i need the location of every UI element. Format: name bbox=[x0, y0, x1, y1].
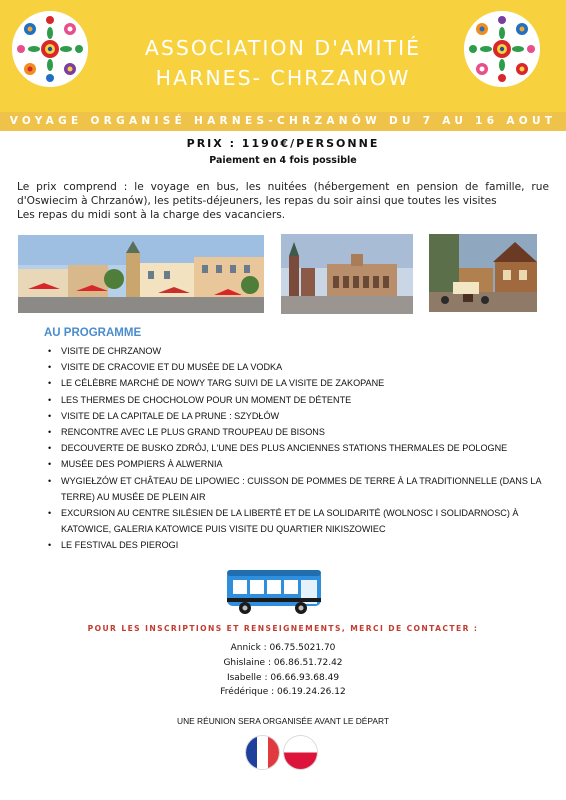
contact-title: POUR LES INSCRIPTIONS ET RENSEIGNEMENTS, MERCI DE CONTACTER : bbox=[87, 624, 479, 633]
program-item: • VISITE DE LA CAPITALE DE LA PRUNE : SZYDŁÓW bbox=[44, 408, 556, 424]
association-title-line2: HARNES- CHRZANOW bbox=[155, 66, 411, 90]
contact-ghislaine: Ghislaine : 06.86.51.72.42 bbox=[223, 658, 343, 668]
intro-paragraph-2: Les repas du midi sont à la charge des vacanciers. bbox=[17, 209, 286, 221]
program-title: AU PROGRAMME bbox=[44, 327, 142, 339]
folk-flower-ornament-left bbox=[12, 11, 88, 87]
trip-banner-text: VOYAGE ORGANISÉ HARNES-CHRZANÓW DU 7 AU 16 AOUT bbox=[9, 115, 557, 127]
price-label: PRIX : 1190€/PERSONNE bbox=[186, 137, 380, 150]
program-item: • LES THERMES DE CHOCHOLOW POUR UN MOMENT DE DÉTENTE bbox=[44, 392, 556, 408]
program-item: • LE FESTIVAL DES PIEROGI bbox=[44, 537, 556, 553]
contact-isabelle: Isabelle : 06.66.93.68.49 bbox=[226, 673, 340, 683]
meeting-note: UNE RÉUNION SERA ORGANISÉE AVANT LE DÉPART bbox=[177, 716, 389, 726]
program-list bbox=[44, 343, 556, 554]
zakopane-street-photo bbox=[429, 234, 537, 312]
contact-frederique: Frédérique : 06.19.24.26.12 bbox=[220, 687, 346, 697]
intro-paragraph-1: Le prix comprend : le voyage en bus, les nuitées (hébergement en pension de famille, rue d'Oswiecim à Chrzanów), les petits-déjeuners, les repas du soir ainsi que toutes les visites bbox=[17, 181, 549, 207]
association-title-line1: ASSOCIATION D'AMITIÉ bbox=[144, 36, 422, 60]
program-item: • MUSÉE DES POMPIERS À ALWERNIA bbox=[44, 456, 556, 472]
program-item: • VISITE DE CHRZANOW bbox=[44, 343, 556, 359]
program-item: • WYGIEŁZÓW ET CHÂTEAU DE LIPOWIEC : CUISSON DE POMMES DE TERRE À LA TRADITIONNELLE (DANS LA TERRE) AU MUSÉE DE PLEIN AIR bbox=[44, 473, 556, 505]
payment-note: Paiement en 4 fois possible bbox=[209, 155, 357, 166]
program-item: • LE CÉLÈBRE MARCHÉ DE NOWY TARG SUIVI DE LA VISITE DE ZAKOPANE bbox=[44, 375, 556, 391]
program-item: • DECOUVERTE DE BUSKO ZDRÓJ, L'UNE DES PLUS ANCIENNES STATIONS THERMALES DE POLOGNE bbox=[44, 440, 556, 456]
program-item: • VISITE DE CRACOVIE ET DU MUSÉE DE LA VODKA bbox=[44, 359, 556, 375]
krakow-cloth-hall-photo bbox=[281, 234, 413, 314]
intro-text bbox=[17, 180, 549, 222]
bus-icon bbox=[225, 566, 325, 616]
program-item: • EXCURSION AU CENTRE SILÉSIEN DE LA LIBERTÉ ET DE LA SOLIDARITÉ (WOLNOSC I SOLIDARNOSC) À KATOWICE, GALERIA KATOWICE PUIS VISITE DU QUARTIER NIKISZOWIEC bbox=[44, 505, 556, 537]
town-square-photo bbox=[18, 235, 264, 313]
folk-flower-ornament-right bbox=[464, 11, 540, 87]
france-flag-icon bbox=[246, 736, 279, 769]
poland-flag-icon bbox=[284, 736, 317, 769]
program-item: • RENCONTRE AVEC LE PLUS GRAND TROUPEAU DE BISONS bbox=[44, 424, 556, 440]
contact-annick: Annick : 06.75.5021.70 bbox=[230, 643, 336, 653]
